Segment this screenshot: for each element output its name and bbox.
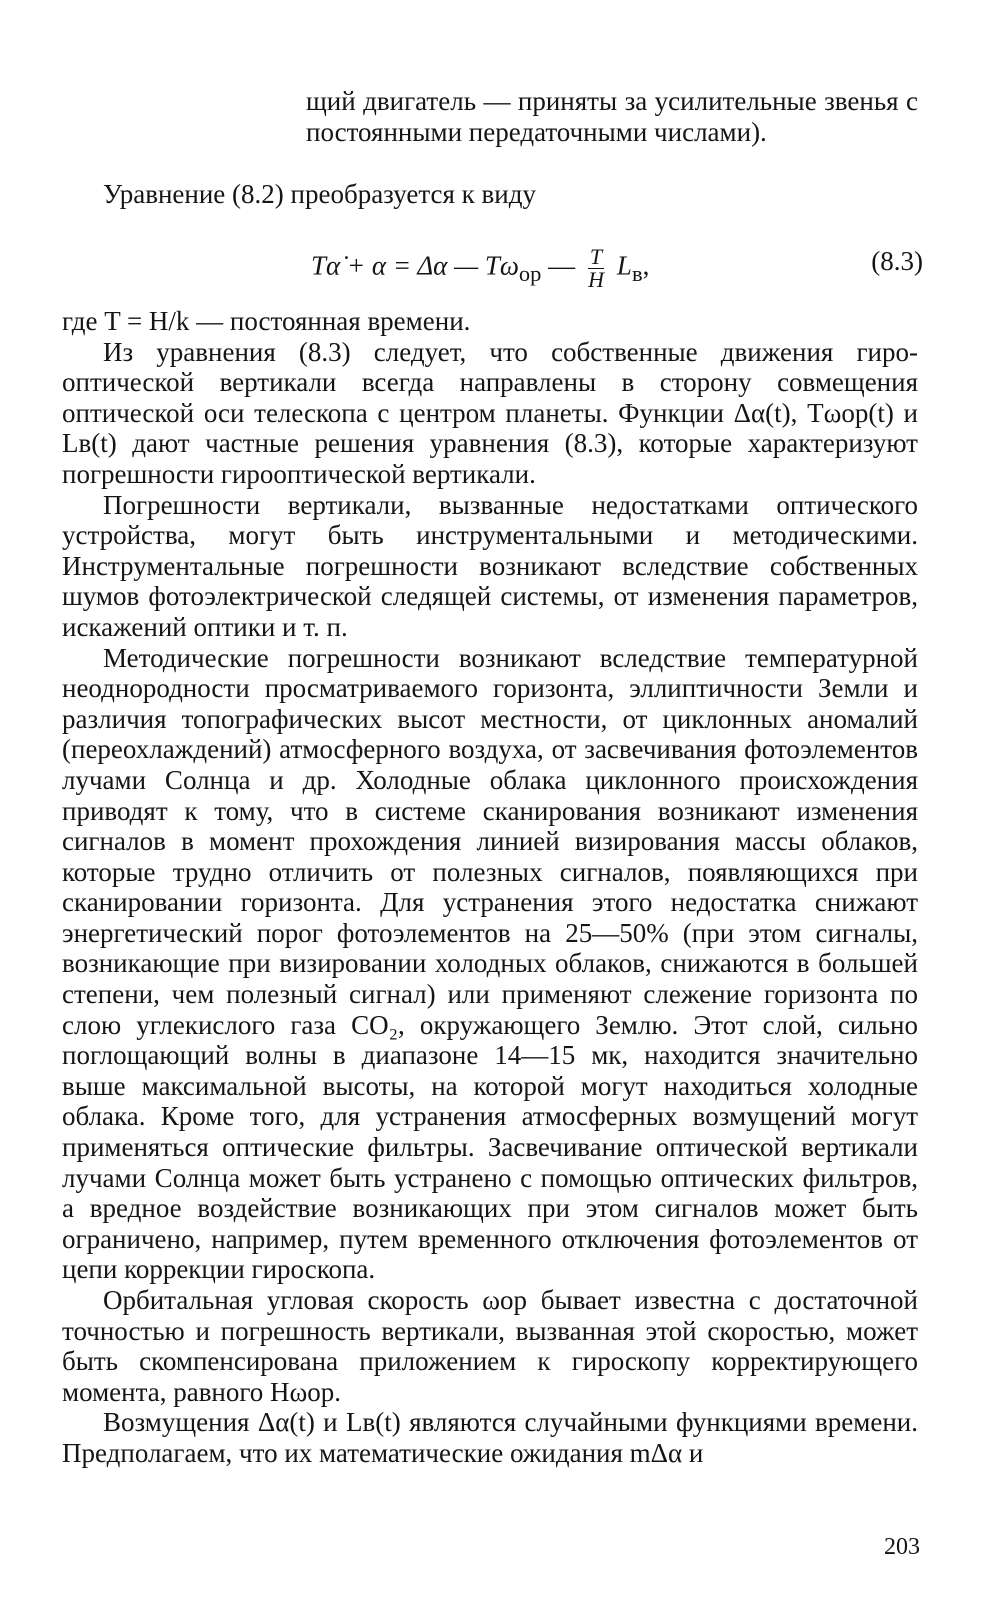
omega-subscript: ор xyxy=(518,261,542,287)
paragraph: Методические погрешности возникают вследствие температурной неоднородности просматриваемого горизонта, эллиптичности Земли и различия топографических высот местности, от циклонных аномалий (переохлаждений) атмосферного воздуха, от засвечивания фотоэлементов лучами Солнца и др. Холодные облака циклонного происхождения приводят к тому, что в системе сканирования возникают изменения сигналов в момент прохождения линией визирования массы облаков, которые трудно отличить от полезных сигналов, появляющихся при сканировании горизонта. Для устранения этого недостатка снижают энергетический порог фотоэлементов на 25—50% (при этом сигналы, возникающие при визировании холодных облаков, снижаются в большей степени, чем полезный сигнал) или применяют слежение горизонта по слою углекислого газа CO₂, окружающего Землю. Этот слой, сильно поглощающий волны в диапазоне 14—15 мк, находится значительно выше максимальной высоты, на которой могут находиться холодные облака. Кроме того, для устранения атмосферных возмущений могут применяться оптические фильтры. Засвечивание оптической вертикали лучами Солнца может быть устранено с помощью оптических фильтров, а вредное воздействие возникающих при этом сигналов может быть ограничено, например, путем временного отключения фотоэлементов от цепи коррекции гироскопа. xyxy=(62,642,918,1285)
paragraph: Орбитальная угловая скорость ωор бывает известна с достаточной точностью и погрешность вертикали, вызванная этой скоростью, может быть скомпенсирована приложением к гироскопу корректирующего момента, равного Hωор. xyxy=(62,1285,918,1407)
fraction-denominator: H xyxy=(588,267,604,292)
equation-fraction xyxy=(588,246,604,291)
equation-left: Tα̇ + α = Δα — Tω xyxy=(311,250,519,281)
paragraph: Погрешности вертикали, вызванные недостатками оптического устройства, могут быть инструментальными и методическими. Инструментальные погрешности возникают вследствие собственных шумов фотоэлектрической следящей системы, от изменения параметров, искажений оптики и т. п. xyxy=(62,489,918,642)
continuation-text: щий двигатель — приняты за усилительные звенья с постоянными передаточными числами). xyxy=(306,86,918,147)
fraction-numerator: T xyxy=(589,244,603,269)
paragraph-definition: где T = H/k — постоянная времени. xyxy=(62,306,471,336)
equation-intro: Уравнение (8.2) преобразуется к виду xyxy=(103,179,536,209)
page-number: 203 xyxy=(884,1534,920,1560)
equation-minus: — xyxy=(548,250,576,281)
paragraph: Возмущения Δα(t) и Lв(t) являются случайными функциями времени. Предполагаем, что их математические ожидания mΔα и xyxy=(62,1407,918,1468)
body-text xyxy=(62,306,918,1469)
l-subscript: в xyxy=(631,261,643,287)
paragraph: Из уравнения (8.3) следует, что собственные движения гиро-оптической вертикали всегда направлены в сторону совмещения оптической оси телескопа с центром планеты. Функции Δα(t), Tωор(t) и Lв(t) дают частные решения уравнения (8.3), которые характеризуют погрешности гирооптической вертикали. xyxy=(62,336,918,489)
equation-8-3 xyxy=(311,236,923,296)
equation-number: (8.3) xyxy=(871,246,923,276)
equation-trailing: , xyxy=(642,250,650,281)
equation-expression xyxy=(311,246,649,291)
equation-l-symbol: L xyxy=(616,250,632,281)
